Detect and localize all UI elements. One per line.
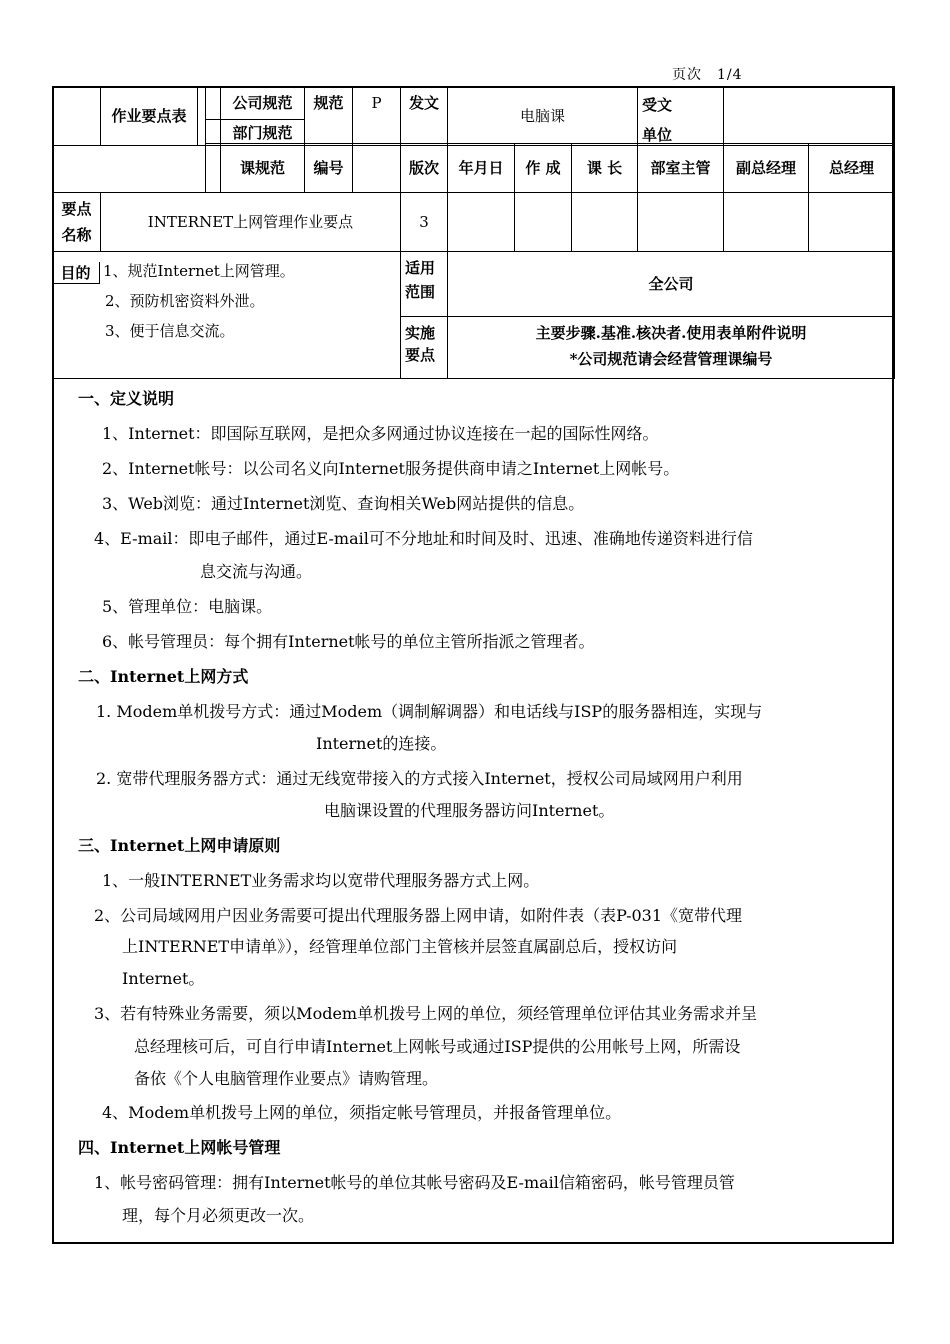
col-vice-gm: 副总经理 — [724, 144, 809, 193]
impl-label-top: 实施 — [405, 324, 436, 342]
paragraph-line: 总经理核可后，可自行申请Internet上网帐号或通过ISP提供的公用帐号上网，所需设 — [134, 1037, 741, 1056]
doc-name: INTERNET上网管理作业要点 — [101, 193, 401, 252]
paragraph-line: 1. Modem单机拨号方式：通过Modem（调制解调器）和电话线与ISP的服务器相连，实现与 — [96, 702, 763, 721]
section-heading: 一、定义说明 — [78, 389, 175, 408]
level-company: 公司规范 — [221, 87, 305, 120]
code-value-top: P — [353, 87, 401, 146]
col-dept-head: 部室主管 — [638, 144, 724, 193]
paragraph-line: 理，每个月必须更改一次。 — [122, 1206, 315, 1225]
level-section: 课规范 — [221, 144, 305, 193]
paragraph-line: 5、管理单位：电脑课。 — [102, 597, 273, 616]
paragraph-line: 上INTERNET申请单》），经管理单位部门主管核并层签直属副总后，授权访问 — [122, 937, 678, 956]
col-gm: 总经理 — [809, 144, 895, 193]
col-prepared: 作 成 — [515, 144, 572, 193]
col-date: 年月日 — [448, 144, 515, 193]
paragraph-line: Internet的连接。 — [316, 734, 447, 753]
paragraph-line: Internet。 — [122, 969, 205, 988]
impl-label-bottom: 要点 — [405, 346, 436, 364]
scope-value: 全公司 — [448, 252, 895, 317]
receiver-label-bottom: 单位 — [642, 126, 673, 144]
impl-line-2: *公司规范请会经营管理课编号 — [569, 350, 773, 368]
paragraph-line: 6、帐号管理员：每个拥有Internet帐号的单位主管所指派之管理者。 — [102, 632, 595, 651]
paragraph-line: 电脑课设置的代理服务器访问Internet。 — [324, 801, 615, 820]
scope-label-bottom: 范围 — [405, 283, 436, 301]
section-heading: 三、Internet上网申请原则 — [78, 836, 281, 855]
receiver-label-top: 受文 — [642, 96, 673, 114]
doc-version: 3 — [401, 193, 448, 252]
page-number: 页次 1/4 — [672, 67, 743, 83]
section-heading: 四、Internet上网帐号管理 — [78, 1138, 281, 1157]
code-label-top: 规范 — [305, 87, 353, 146]
paragraph-line: 备依《个人电脑管理作业要点》请购管理。 — [134, 1069, 439, 1088]
col-section-chief: 课 长 — [572, 144, 638, 193]
purpose-item-1: 1、规范Internet上网管理。 — [103, 262, 295, 280]
name-label-bottom: 名称 — [61, 226, 92, 244]
paragraph-line: 3、若有特殊业务需要，须以Modem单机拨号上网的单位，须经管理单位评估其业务需求并呈 — [94, 1004, 758, 1023]
impl-line-1: 主要步骤.基准.核决者.使用表单附件说明 — [535, 324, 807, 342]
paragraph-line: 1、Internet：即国际互联网，是把众多网通过协议连接在一起的国际性网络。 — [102, 424, 659, 443]
level-dept: 部门规范 — [221, 120, 305, 146]
purpose-item-3: 3、便于信息交流。 — [105, 322, 235, 340]
code-label-bottom-2: 编号 — [305, 144, 353, 193]
form-title: 作业要点表 — [101, 87, 198, 146]
paragraph-line: 1、一般INTERNET业务需求均以宽带代理服务器方式上网。 — [102, 871, 540, 890]
paragraph-line: 4、E-mail：即电子邮件，通过E-mail可不分地址和时间及时、迅速、准确地传递资料进行信 — [94, 529, 753, 548]
paragraph-line: 息交流与沟通。 — [200, 562, 313, 581]
paragraph-line: 1、帐号密码管理：拥有Internet帐号的单位其帐号密码及E-mail信箱密码，帐号管理员管 — [94, 1173, 735, 1192]
scope-label-top: 适用 — [405, 259, 436, 277]
paragraph-line: 4、Modem单机拨号上网的单位，须指定帐号管理员，并报备管理单位。 — [102, 1103, 622, 1122]
issuer-label-top: 发文 — [401, 87, 448, 146]
purpose-item-2: 2、预防机密资料外泄。 — [105, 292, 265, 310]
name-label-top: 要点 — [61, 200, 92, 218]
paragraph-line: 2、公司局域网用户因业务需要可提出代理服务器上网申请，如附件表（表P-031《宽带代理 — [94, 906, 743, 925]
paragraph-line: 2. 宽带代理服务器方式：通过无线宽带接入的方式接入Internet，授权公司局域网用户利用 — [96, 769, 743, 788]
col-version: 版次 — [401, 144, 448, 193]
purpose-label: 目的 — [52, 262, 100, 284]
paragraph-line: 2、Internet帐号：以公司名义向Internet服务提供商申请之Internet上网帐号。 — [102, 459, 680, 478]
issuer-value: 电脑课 — [448, 87, 638, 146]
section-heading: 二、Internet上网方式 — [78, 667, 249, 686]
paragraph-line: 3、Web浏览：通过Internet浏览、查询相关Web网站提供的信息。 — [102, 494, 585, 513]
